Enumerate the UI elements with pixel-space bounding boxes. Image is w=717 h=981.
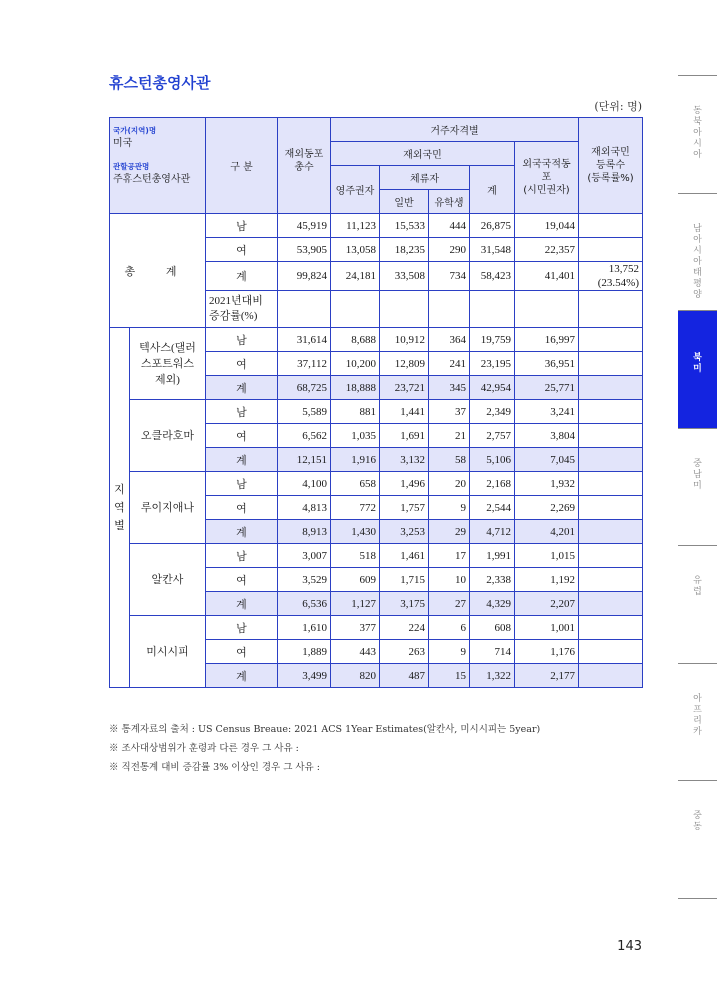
value-cell: 19,044 [515,214,579,238]
value-cell: 45,919 [278,214,331,238]
value-cell: 41,401 [515,262,579,291]
sidebar-tab-label: 남 아 시 아 태 평 양 [693,224,702,300]
value-cell: 3,007 [278,544,331,568]
gender-cell: 남 [206,472,278,496]
value-cell: 1,441 [380,400,429,424]
value-cell: 31,548 [470,238,515,262]
registered-cell [579,664,643,688]
value-cell: 290 [429,238,470,262]
value-cell: 6 [429,616,470,640]
value-cell: 1,757 [380,496,429,520]
sidebar-tab-label: 동 북 아 시 아 [693,106,702,160]
value-cell: 4,100 [278,472,331,496]
value-cell: 37,112 [278,352,331,376]
statistics-table [109,117,643,688]
table-info-cell [110,118,206,214]
registered-cell [579,352,643,376]
region-group-char: 지 [114,483,125,496]
value-cell: 1,461 [380,544,429,568]
value-cell: 9 [429,496,470,520]
sidebar-tab-label: 유 럽 [693,576,702,597]
value-cell: 17 [429,544,470,568]
note-scope: ※ 조사대상범위가 훈령과 다른 경우 그 사유 : [109,743,299,754]
value-cell: 444 [429,214,470,238]
value-cell: 25,771 [515,376,579,400]
empty-cell [579,291,643,328]
value-cell: 2,207 [515,592,579,616]
value-cell: 26,875 [470,214,515,238]
note-change: ※ 직전통계 대비 증감률 3% 이상인 경우 그 사유 : [109,762,320,773]
value-cell: 42,954 [470,376,515,400]
value-cell: 68,725 [278,376,331,400]
gender-cell: 계 [206,592,278,616]
value-cell: 1,991 [470,544,515,568]
value-cell: 18,888 [331,376,380,400]
value-cell: 2,269 [515,496,579,520]
gender-cell: 계 [206,520,278,544]
citizens-header: 재외국민 [331,142,515,166]
value-cell: 23,195 [470,352,515,376]
registered-cell [579,592,643,616]
value-cell: 658 [331,472,380,496]
value-cell: 1,610 [278,616,331,640]
value-cell: 31,614 [278,328,331,352]
table-row [110,616,643,640]
empty-cell [515,291,579,328]
student-header: 유학생 [429,190,470,214]
value-cell: 11,123 [331,214,380,238]
value-cell: 609 [331,568,380,592]
value-cell: 22,357 [515,238,579,262]
sidebar-tab-label: 중 남 미 [693,459,702,491]
value-cell: 6,536 [278,592,331,616]
gender-cell: 남 [206,400,278,424]
unit-label: (단위: 명) [594,100,642,113]
value-cell: 734 [429,262,470,291]
value-cell: 13,058 [331,238,380,262]
empty-cell [331,291,380,328]
value-cell: 3,499 [278,664,331,688]
region-group-label [110,328,130,688]
table-row [110,544,643,568]
value-cell: 3,529 [278,568,331,592]
value-cell: 443 [331,640,380,664]
permanent-header: 영주권자 [331,166,380,214]
value-cell: 1,916 [331,448,380,472]
value-cell: 53,905 [278,238,331,262]
value-cell: 5,589 [278,400,331,424]
value-cell: 3,175 [380,592,429,616]
value-cell: 15,533 [380,214,429,238]
value-cell: 2,168 [470,472,515,496]
value-cell: 7,045 [515,448,579,472]
value-cell: 6,562 [278,424,331,448]
category-header: 구 분 [206,118,278,214]
value-cell: 36,951 [515,352,579,376]
office-label: 관할공관명 [113,162,150,171]
value-cell: 20 [429,472,470,496]
value-cell: 1,001 [515,616,579,640]
page-number: 143 [617,939,642,954]
region-name-cell: 알칸사 [130,544,206,616]
value-cell: 4,201 [515,520,579,544]
gender-cell: 여 [206,424,278,448]
value-cell: 772 [331,496,380,520]
gender-cell: 계 [206,262,278,291]
value-cell: 364 [429,328,470,352]
value-cell: 2,349 [470,400,515,424]
gender-cell: 남 [206,214,278,238]
value-cell: 3,241 [515,400,579,424]
registered-cell [579,496,643,520]
sidebar-tab-label: 북 미 [693,353,702,374]
value-cell: 2,177 [515,664,579,688]
gender-cell: 남 [206,544,278,568]
value-cell: 487 [380,664,429,688]
table-row [110,214,643,238]
office-value: 주휴스턴총영사관 [113,174,191,185]
sojourner-header: 체류자 [380,166,470,190]
value-cell: 27 [429,592,470,616]
value-cell: 1,176 [515,640,579,664]
value-cell: 608 [470,616,515,640]
value-cell: 8,688 [331,328,380,352]
registered-cell [579,544,643,568]
sidebar-tab[interactable] [678,546,717,663]
value-cell: 1,192 [515,568,579,592]
notes [109,720,540,777]
value-cell: 12,809 [380,352,429,376]
value-cell: 12,151 [278,448,331,472]
region-name-cell: 미시시피 [130,616,206,688]
gender-cell: 여 [206,352,278,376]
value-cell: 8,913 [278,520,331,544]
sidebar-tab-label: 중 동 [693,811,702,832]
table-row [110,328,643,352]
region-name-cell: 루이지애나 [130,472,206,544]
table-body [110,214,643,688]
value-cell: 1,932 [515,472,579,496]
sidebar-tab[interactable] [678,781,717,898]
registered-total-cell: 13,752 (23.54%) [579,262,643,291]
region-name-cell: 오클라호마 [130,400,206,472]
value-cell: 58 [429,448,470,472]
value-cell: 16,997 [515,328,579,352]
empty-cell [470,291,515,328]
value-cell: 5,106 [470,448,515,472]
change-label-cell: 2021년대비 증감률(%) [206,291,278,328]
registered-cell [579,328,643,352]
value-cell: 224 [380,616,429,640]
region-group-char: 별 [114,519,125,532]
value-cell: 10 [429,568,470,592]
page-title: 휴스턴총영사관 [109,74,211,92]
empty-cell [429,291,470,328]
value-cell: 15 [429,664,470,688]
value-cell: 1,322 [470,664,515,688]
general-header: 일반 [380,190,429,214]
value-cell: 1,889 [278,640,331,664]
value-cell: 29 [429,520,470,544]
value-cell: 1,691 [380,424,429,448]
value-cell: 820 [331,664,380,688]
foreign-nationals-header: 외국국적동포 (시민권자) [515,142,579,214]
value-cell: 2,757 [470,424,515,448]
registered-cell [579,568,643,592]
value-cell: 263 [380,640,429,664]
registered-cell [579,238,643,262]
registered-cell [579,520,643,544]
table-row [110,472,643,496]
gender-cell: 여 [206,238,278,262]
region-name-cell: 텍사스(댈러 스포트워스 제외) [130,328,206,400]
registered-cell [579,616,643,640]
total-overseas-header: 재외동포 총수 [278,118,331,214]
sidebar-tab[interactable] [678,76,717,193]
value-cell: 518 [331,544,380,568]
region-group-char: 역 [114,501,125,514]
sidebar-tab[interactable] [678,194,717,310]
value-cell: 881 [331,400,380,424]
value-cell: 1,035 [331,424,380,448]
value-cell: 21 [429,424,470,448]
note-source: ※ 통계자료의 출처 : US Census Breaue: 2021 ACS 1Year Estimates(알칸사, 미시시피는 5year) [109,724,541,735]
value-cell: 241 [429,352,470,376]
value-cell: 9 [429,640,470,664]
sidebar-divider [678,898,717,899]
value-cell: 23,721 [380,376,429,400]
total-label: 총 계 [110,214,206,328]
value-cell: 37 [429,400,470,424]
value-cell: 3,132 [380,448,429,472]
sidebar-tab[interactable] [678,429,717,545]
gender-cell: 여 [206,568,278,592]
value-cell: 1,715 [380,568,429,592]
value-cell: 33,508 [380,262,429,291]
empty-cell [278,291,331,328]
gender-cell: 여 [206,640,278,664]
value-cell: 1,496 [380,472,429,496]
gender-cell: 여 [206,496,278,520]
value-cell: 1,430 [331,520,380,544]
value-cell: 99,824 [278,262,331,291]
value-cell: 2,338 [470,568,515,592]
value-cell: 4,813 [278,496,331,520]
value-cell: 714 [470,640,515,664]
sidebar-tab[interactable] [678,311,717,428]
value-cell: 1,127 [331,592,380,616]
value-cell: 1,015 [515,544,579,568]
sidebar-tab[interactable] [678,664,717,780]
table-row [110,400,643,424]
country-value: 미국 [113,138,133,149]
gender-cell: 남 [206,328,278,352]
value-cell: 3,804 [515,424,579,448]
sidebar-tab-label: 아 프 리 카 [693,694,702,737]
value-cell: 19,759 [470,328,515,352]
empty-cell [380,291,429,328]
gender-cell: 남 [206,616,278,640]
registered-cell [579,424,643,448]
value-cell: 3,253 [380,520,429,544]
gender-cell: 계 [206,376,278,400]
value-cell: 2,544 [470,496,515,520]
registered-cell [579,640,643,664]
registered-header: 재외국민 등록수 (등록률%) [579,118,643,214]
subtotal-header: 계 [470,166,515,214]
registered-cell [579,376,643,400]
gender-cell: 계 [206,664,278,688]
registered-cell [579,400,643,424]
value-cell: 4,712 [470,520,515,544]
by-residence-header: 거주자격별 [331,118,579,142]
registered-cell [579,448,643,472]
registered-cell [579,472,643,496]
value-cell: 58,423 [470,262,515,291]
value-cell: 377 [331,616,380,640]
country-label: 국가(지역)명 [113,126,157,135]
value-cell: 10,200 [331,352,380,376]
value-cell: 345 [429,376,470,400]
gender-cell: 계 [206,448,278,472]
registered-cell [579,214,643,238]
value-cell: 24,181 [331,262,380,291]
value-cell: 4,329 [470,592,515,616]
value-cell: 18,235 [380,238,429,262]
value-cell: 10,912 [380,328,429,352]
